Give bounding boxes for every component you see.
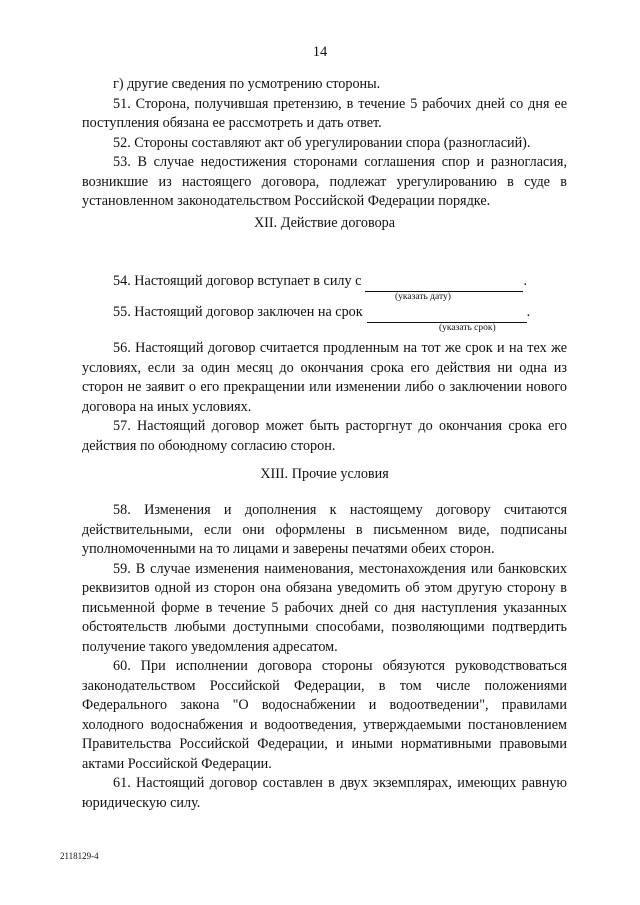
date-hint: (указать дату) [395, 292, 451, 302]
paragraph-55-dot: . [526, 304, 531, 320]
paragraph-60: 60. При исполнении договора стороны обязуются руководствоваться законодательством Российской Федерации, в том числе положениями Федерального закона "О водоснабжении и водоотведении", правилами холодного водоснабжения и водоотведения, утверждаемыми постановлением Правительства Российской Федерации, и иными нормативными правовыми актами Российской Федерации. [82, 658, 567, 772]
text-block-bottom [82, 501, 567, 813]
paragraph-51: 51. Сторона, получившая претензию, в течение 5 рабочих дней со дня ее поступления обязана ее рассмотреть и дать ответ. [82, 95, 567, 131]
text-block-middle [82, 339, 567, 456]
term-blank-line [367, 308, 527, 323]
section-12-title: XII. Действие договора [253, 214, 396, 231]
paragraph-58: 58. Изменения и дополнения к настоящему договору считаются действительными, если они оформлены в письменном виде, подписаны уполномоченными на то лицами и заверены печатями обеих сторон. [82, 502, 567, 557]
paragraph-55-row [82, 303, 567, 323]
text-block-top [82, 75, 567, 233]
document-code: 2118129-4 [60, 851, 99, 861]
term-hint: (указать срок) [439, 323, 496, 333]
paragraph-54: 54. Настоящий договор вступает в силу с [113, 273, 362, 289]
paragraph-56: 56. Настоящий договор считается продленным на тот же срок и на тех же условиях, если за один месяц до окончания срока его действия ни одна из сторон не заявит о его прекращении или изменении либо о заключении нового договора на иных условиях. [82, 340, 567, 415]
paragraph-52: 52. Стороны составляют акт об урегулировании спора (разногласий). [113, 134, 531, 151]
paragraph-54-dot: . [523, 273, 528, 289]
page-number: 14 [312, 44, 328, 60]
paragraph-55: 55. Настоящий договор заключен на срок [113, 304, 363, 320]
paragraph-54-row [82, 272, 567, 292]
paragraph-g: г) другие сведения по усмотрению стороны. [113, 76, 381, 92]
paragraph-61: 61. Настоящий договор составлен в двух экземплярах, имеющих равную юридическую силу. [82, 775, 567, 811]
paragraph-57: 57. Настоящий договор может быть расторгнут до окончания срока его действия по обоюдному согласию сторон. [82, 418, 567, 454]
paragraph-59: 59. В случае изменения наименования, местонахождения или банковских реквизитов одной из сторон она обязана уведомить об этом другую сторону в письменной форме в течение 5 рабочих дней со дня наступления указанных обстоятельств любыми доступными способами, позволяющими подтвердить получение такого уведомления адресатом. [82, 560, 567, 655]
section-13-title: XIII. Прочие условия [260, 466, 389, 482]
section-13-heading-wrap [82, 465, 567, 485]
paragraph-53: 53. В случае недостижения сторонами соглашения спор и разногласия, возникшие из настоящего договора, подлежат урегулированию в суде в установленном законодательством Российской Федерации порядке. [82, 154, 567, 209]
date-blank-line [365, 277, 523, 292]
